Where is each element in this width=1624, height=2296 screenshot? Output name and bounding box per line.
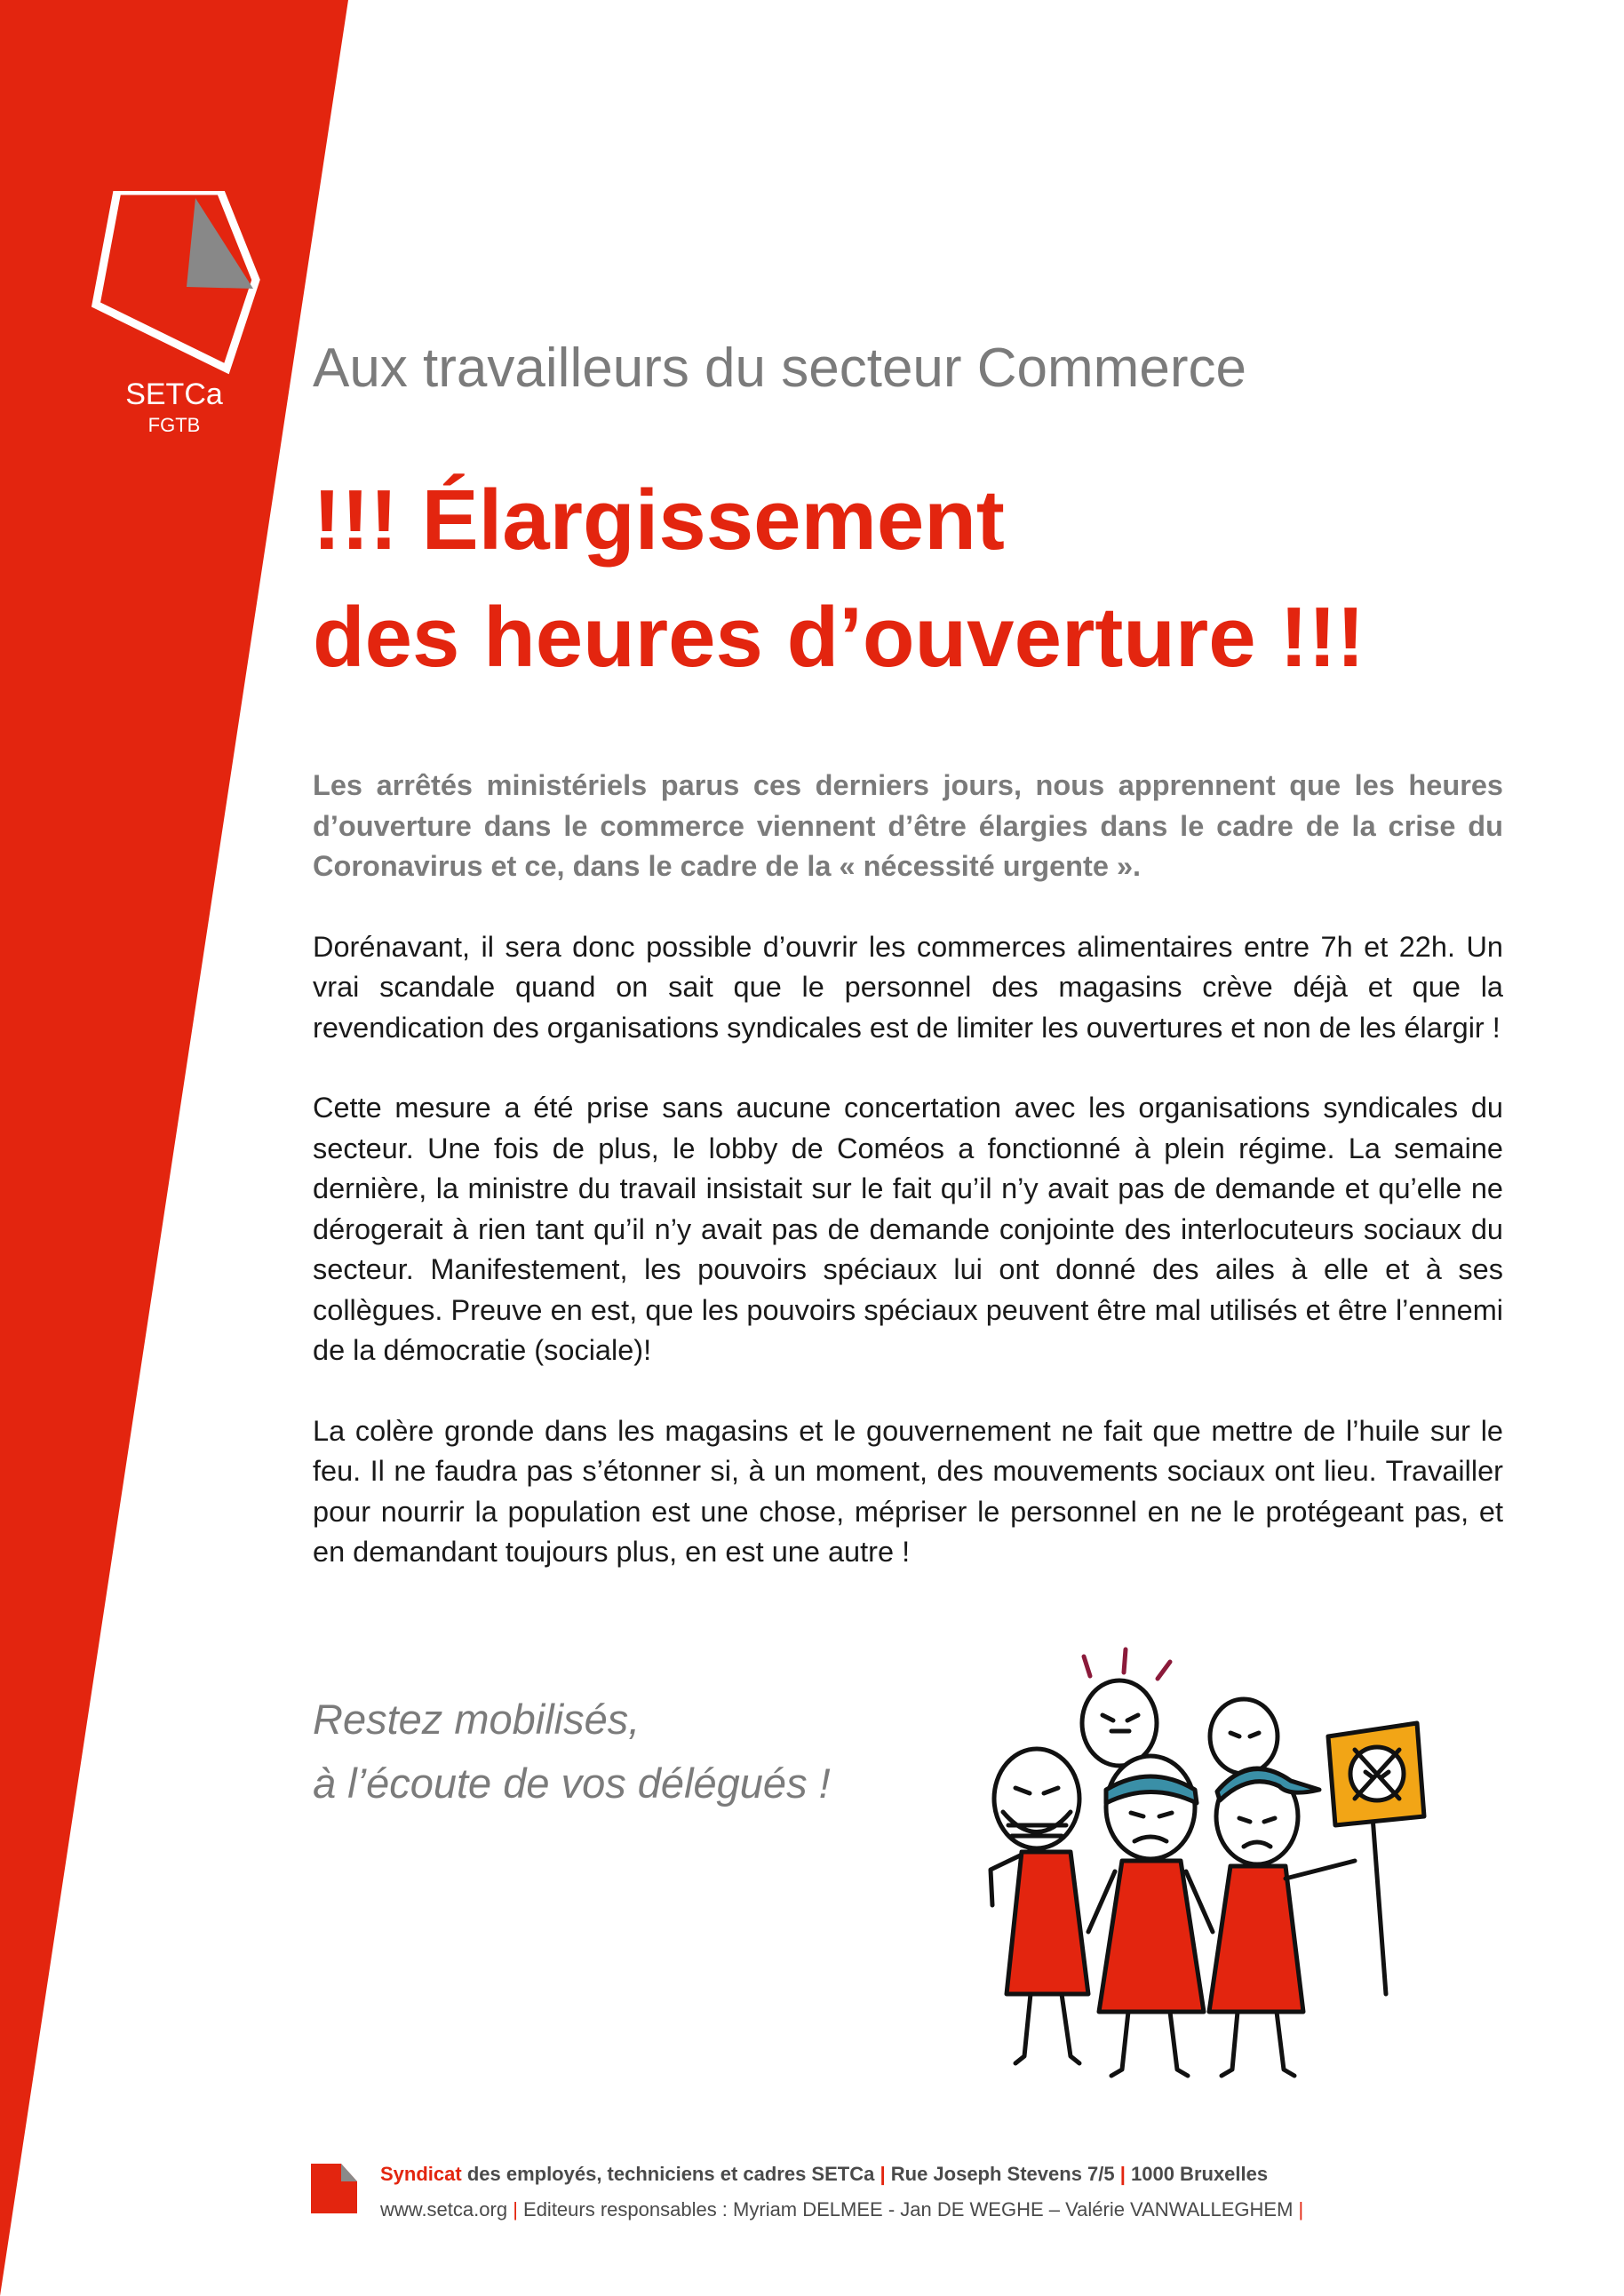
footer-separator: | — [1298, 2198, 1304, 2221]
footer — [380, 2157, 1571, 2228]
footer-line-1 — [380, 2157, 1571, 2192]
footer-organisation: des employés, techniciens et cadres SETCa — [461, 2163, 880, 2185]
motto-line-2: à l’écoute de vos délégués ! — [313, 1760, 831, 1807]
footer-syndicat-word: Syndicat — [380, 2163, 462, 2185]
page-headline — [313, 462, 1556, 696]
footer-separator: | — [880, 2163, 886, 2185]
body-paragraph: La colère gronde dans les magasins et le gouvernement ne fait que mettre de l’huile sur le feu. Il ne faudra pas s’étonner si, à un moment, des mouvements sociaux ont lieu. Travailler pour nourrir la population est une chose, mépriser le personnel en ne le protégeant pas, et en demandant toujours plus, en est une autre ! — [313, 1414, 1503, 1568]
footer-editors: Editeurs responsables : Myriam DELMEE - Jan DE WEGHE – Valérie VANWALLEGHEM — [517, 2198, 1299, 2221]
headline-line-2: des heures d’ouverture !!! — [313, 590, 1365, 685]
folded-page-icon — [89, 191, 267, 377]
body-paragraph: Dorénavant, il sera donc possible d’ouvrir les commerces alimentaires entre 7h et 22h. Un vrai scandale quand on sait que le personnel des magasins crève déjà et que la revendication des organisations syndicales est de limiter les ouvertures et non de les élargir ! — [313, 930, 1503, 1044]
closing-motto — [313, 1688, 988, 1815]
footer-city: 1000 Bruxelles — [1125, 2163, 1269, 2185]
page-subtitle: Aux travailleurs du secteur Commerce — [313, 338, 1246, 399]
body-paragraph: Cette mesure a été prise sans aucune concertation avec les organisations syndicales du secteur. Une fois de plus, le lobby de Coméos a fonctionné à plein régime. La semaine dernière, la ministre du travail insistait sur le fait qu’il n’y avait pas de demande et qu’elle ne dérogerait à rien tant qu’il n’y avait pas de demande conjointe des interlocuteurs sociaux du secteur. Manifestement, les pouvoirs spéciaux lui ont donné des ailes à elle et à ses collègues. Preuve en est, que les pouvoirs spéciaux peuvent être mal utilisés et être l’ennemi de la démocratie (sociale)! — [313, 1092, 1503, 1366]
footer-website-link[interactable]: www.setca.org — [380, 2198, 508, 2221]
footer-line-2 — [380, 2192, 1571, 2228]
motto-line-1: Restez mobilisés, — [313, 1696, 641, 1743]
headline-line-1: !!! Élargissement — [313, 473, 1005, 568]
footer-logo-icon — [311, 2164, 357, 2213]
protesting-workers-illustration — [937, 1639, 1488, 2083]
article-body — [313, 766, 1503, 1613]
footer-separator: | — [1119, 2163, 1126, 2185]
logo-name: SETCa — [125, 377, 223, 411]
lead-paragraph: Les arrêtés ministériels parus ces derniers jours, nous apprennent que les heures d’ouverture dans le commerce viennent d’être élargies dans le cadre de la crise du Coronavirus et ce, dans le cadre de la « nécessité urgente ». — [313, 769, 1503, 882]
logo-federation: FGTB — [147, 414, 201, 436]
footer-address: Rue Joseph Stevens 7/5 — [885, 2163, 1120, 2185]
footer-separator: | — [513, 2198, 518, 2221]
